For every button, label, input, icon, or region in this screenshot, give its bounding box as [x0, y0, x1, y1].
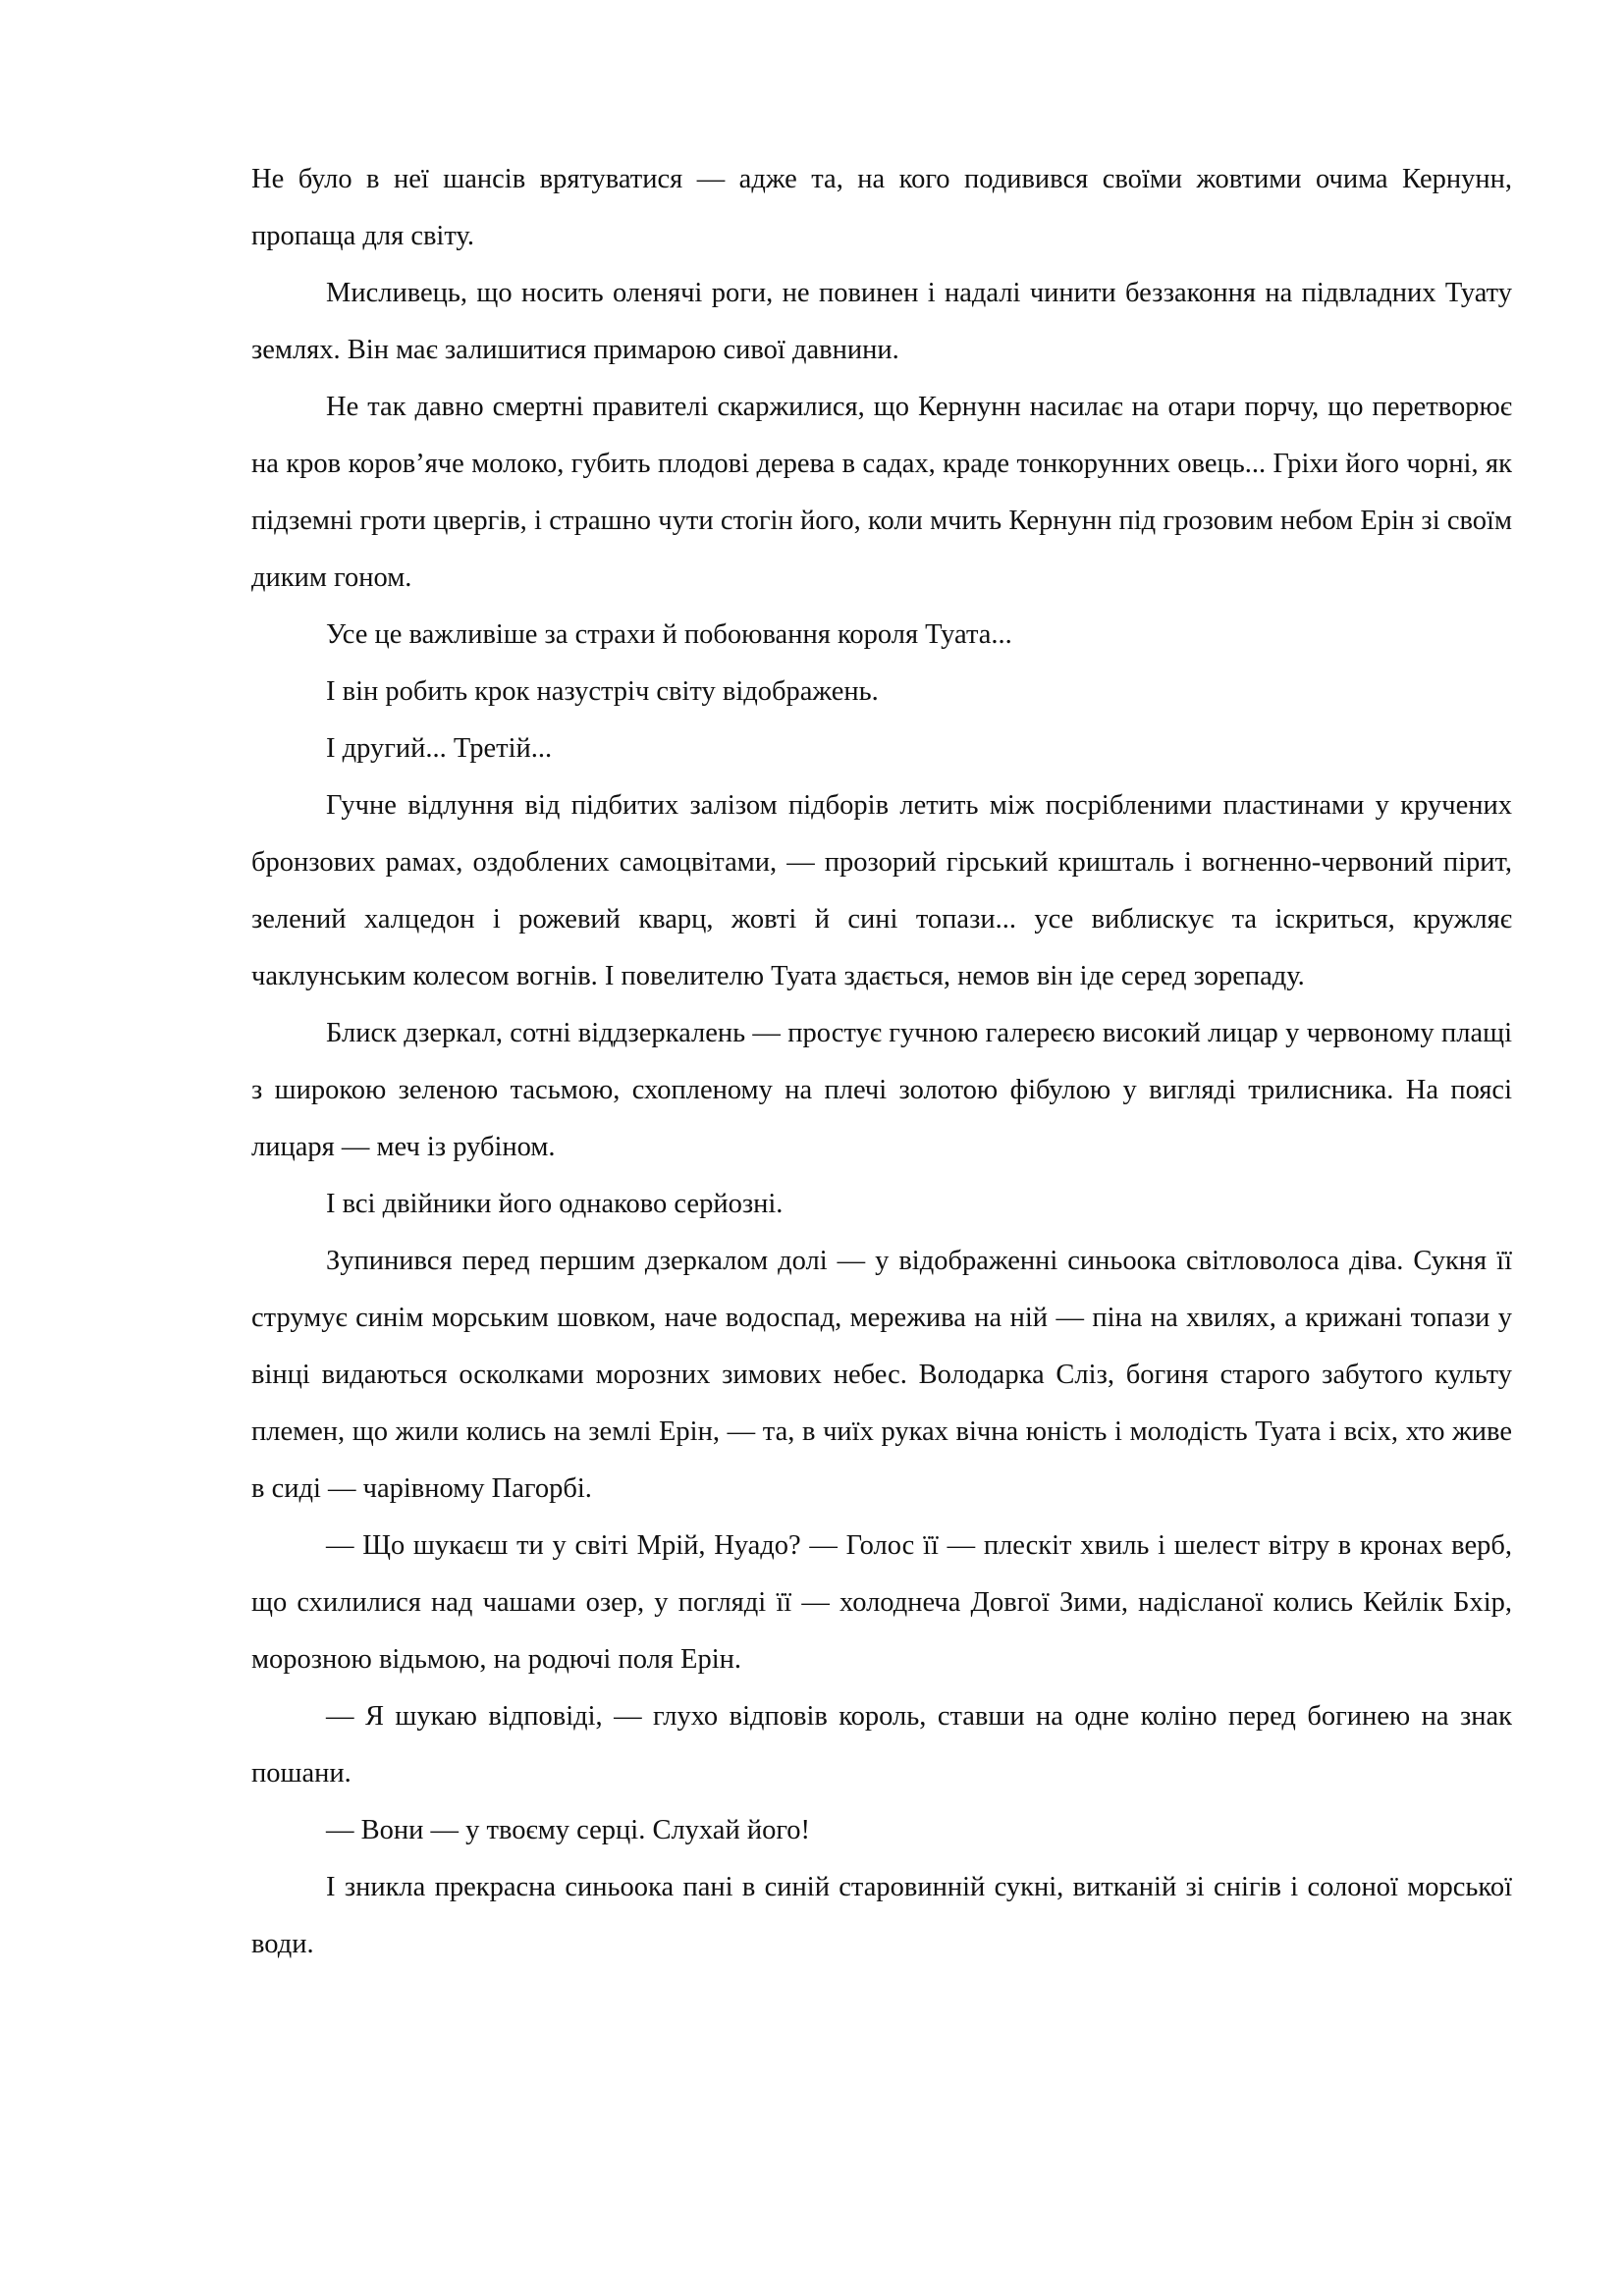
paragraph: Блиск дзеркал, сотні віддзеркалень — простує гучною галереєю високий лицар у червоному плащі з широкою зеленою тасьмою, схопленому на плечі золотою фібулою у вигляді трилисника. На поясі лицаря — меч із рубіном.: [251, 1018, 1512, 1162]
document-page: [251, 151, 1512, 1973]
paragraph: І всі двійники його однаково серйозні.: [326, 1189, 784, 1219]
paragraph: І він робить крок назустріч світу відображень.: [326, 676, 879, 707]
paragraph: Гучне відлуння від підбитих залізом підборів летить між посрібленими пластинами у кручених бронзових рамах, оздоблених самоцвітами, — прозорий гірський кришталь і вогненно-червоний пірит, зелений халцедон і рожевий кварц, жовті й сині топази... усе виблискує та іскриться, кружляє чаклунським колесом вогнів. І повелителю Туата здається, немов він іде серед зорепаду.: [251, 790, 1512, 991]
paragraph: Усе це важливіше за страхи й побоювання короля Туата...: [326, 619, 1012, 650]
paragraph: — Що шукаєш ти у світі Мрій, Нуадо? — Голос її — плескіт хвиль і шелест вітру в кронах верб, що схилилися над чашами озер, у погляді її — холоднеча Довгої Зими, надісланої колись Кейлік Бхір, морозною відьмою, на родючі поля Ерін.: [251, 1530, 1512, 1675]
paragraph: Мисливець, що носить оленячі роги, не повинен і надалі чинити беззаконня на підвладних Туату землях. Він має залишитися примарою сивої давнини.: [251, 278, 1512, 365]
paragraph: Зупинився перед першим дзеркалом долі — у відображенні синьоока світловолоса діва. Сукня її струмує синім морським шовком, наче водоспад, мережива на ній — піна на хвилях, а крижані топази у вінці видаються осколками морозних зимових небес. Володарка Сліз, богиня старого забутого культу племен, що жили колись на землі Ерін, — та, в чиїх руках вічна юність і молодість Туата і всіх, хто живе в сиді — чарівному Пагорбі.: [251, 1246, 1512, 1504]
paragraph: І другий... Третій...: [326, 733, 553, 764]
paragraph: — Вони — у твоєму серці. Слухай його!: [326, 1815, 811, 1845]
paragraph: І зникла прекрасна синьоока пані в синій старовинній сукні, витканій зі снігів і солоної морської води.: [251, 1872, 1512, 1959]
paragraph: Не було в неї шансів врятуватися — адже та, на кого подивився своїми жовтими очима Кернунн, пропаща для світу.: [251, 164, 1512, 251]
paragraph: — Я шукаю відповіді, — глухо відповів король, ставши на одне коліно перед богинею на знак пошани.: [251, 1701, 1512, 1789]
paragraph: Не так давно смертні правителі скаржилися, що Кернунн насилає на отари порчу, що перетворює на кров коров’яче молоко, губить плодові дерева в садах, краде тонкорунних овець... Гріхи його чорні, як підземні гроти цвергів, і страшно чути стогін його, коли мчить Кернунн під грозовим небом Ерін зі своїм диким гоном.: [251, 392, 1512, 593]
